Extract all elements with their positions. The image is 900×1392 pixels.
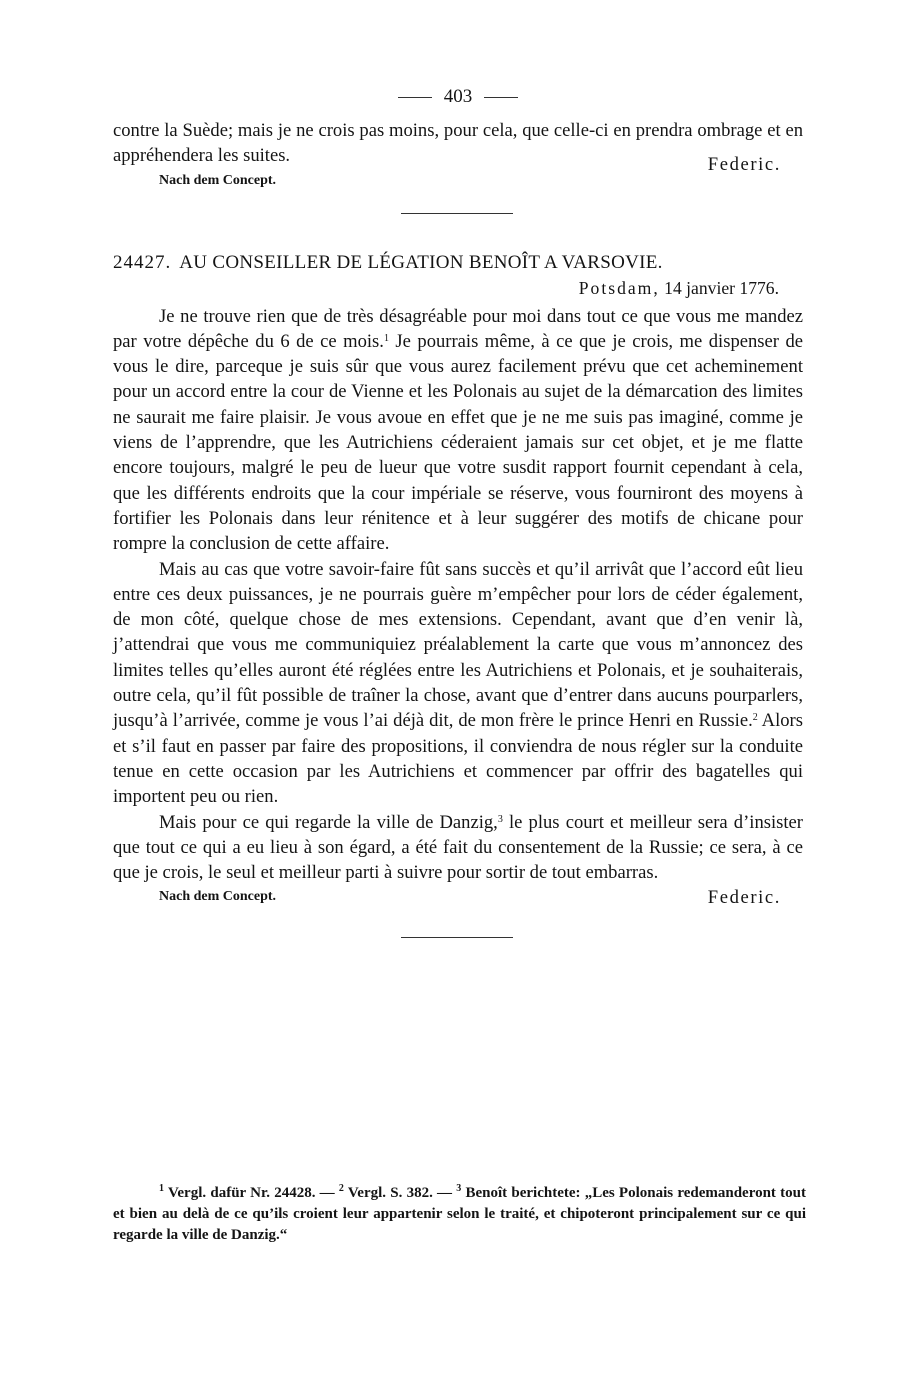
- letter-signature: Federic.: [707, 887, 781, 909]
- footnote-marker: 1: [383, 332, 389, 344]
- page-number-row: [113, 82, 803, 112]
- text-run: le plus court et meilleur sera d’insister que tout ce qui a eu lieu à son égard, a été fait du consentement de la Russie; ce sera, à ce que je crois, le seul et meilleur parti à suivre pour sortir de tout embarras.: [113, 811, 803, 884]
- section-divider: [401, 213, 513, 214]
- letter-place: Potsdam,: [578, 277, 660, 298]
- letter-paragraph: [113, 810, 803, 886]
- text-run: Je pourrais même, à ce que je crois, me dispenser de vous le dire, parceque je suis sûr que vous aurez facilement prévu que cet acheminement pour un accord entre la cour de Vienne et les Polonais au sujet de la démarcation des limites ne saurait me faire plaisir. Je vous avoue en effet que je ne me suis pas imaginé, comme je viens de l’apprendre, que les Autrichiens céderaient jamais sur cet objet, et je me flatte encore toujours, malgré le peu de lueur que votre susdit rapport fournit cependant à cela, que les différents endroits que la cour impériale se réserve, vous fourniront des moyens à fortifier les Polonais dans leur rénitence et à leur suggérer des motifs de chicane pour rompre la conclusion de cette affaire.: [113, 330, 803, 555]
- letter-heading: [113, 250, 803, 276]
- carryover-signature: Federic.: [707, 154, 781, 175]
- text-run: Mais au cas que votre savoir-faire fût sans succès et qu’il arrivât que l’accord eût lieu entre ces deux puissances, je ne pourrais guère m’empêcher pour lors de céder également, de mon côté, quelque chose de mes extensions. Cependant, avant que d’en venir là, j’attendrai que vous me communiquiez préalablement la carte que vous m’annoncez des limites telles qu’elles auront été réglées entre les Autrichiens et Polonais, et je souhaiterais, outre cela, qu’il fût possible de traîner la chose, avant que d’entrer dans aucuns pourparlers, jusqu’à l’arrivée, comme je vous l’ai déjà dit, de mon frère le prince Henri en Russie.: [113, 558, 803, 732]
- text-run: Vergl. dafür Nr. 24428. —: [164, 1185, 339, 1201]
- footnote-marker: 2: [752, 712, 758, 724]
- document-page: [113, 82, 803, 938]
- letter-title: AU CONSEILLER DE LÉGATION BENOÎT A VARSOVIE.: [179, 251, 663, 273]
- text-run: Vergl. S. 382. —: [343, 1185, 457, 1201]
- section-divider-bottom: [401, 937, 513, 938]
- letter-paragraph: [113, 557, 803, 810]
- letter-paragraph: [113, 304, 803, 557]
- text-run: Benoît berichtete: „Les Polonais redemanderont tout et bien au delà de ce qu’ils croient leur appartenir selon le traité, et chipoteront principalement sur ce qui regarde la ville de Danzig.“: [113, 1185, 806, 1243]
- letter-source-note: Nach dem Concept.: [159, 889, 277, 905]
- text-run: Mais pour ce qui regarde la ville de Danzig,: [159, 811, 498, 833]
- footnote-marker: 3: [497, 813, 503, 825]
- letter-date: 14 janvier 1776.: [664, 277, 779, 298]
- letter-dateline: [113, 276, 803, 300]
- footnote-marker: 1: [159, 1183, 164, 1194]
- carryover-source-note: Nach dem Concept.: [159, 172, 277, 188]
- letter-number: 24427.: [113, 251, 172, 273]
- page-number-dash-right: [484, 97, 518, 98]
- carryover-section: [113, 118, 803, 175]
- page-number: 403: [443, 86, 473, 107]
- text-run: Alors et s’il faut en passer par faire des propositions, il conviendra de nous régler sur la conduite tenue en cette occasion par les Autrichiens et commencer par offrir des bagatelles qui importent peu ou rien.: [113, 710, 803, 808]
- footnote-marker: 3: [456, 1183, 462, 1194]
- page-number-dash-left: [398, 97, 432, 98]
- text-run: Je ne trouve rien que de très désagréable pour moi dans tout ce que vous me mandez par votre dépêche du 6 de ce mois.: [113, 305, 803, 352]
- footnote-marker: 2: [338, 1183, 344, 1194]
- footnote-text: [113, 1183, 806, 1246]
- carryover-paragraph: contre la Suède; mais je ne crois pas moins, pour cela, que celle-ci en prendra ombrage et en appréhendera les suites.: [113, 120, 803, 167]
- footnotes: [113, 1183, 806, 1246]
